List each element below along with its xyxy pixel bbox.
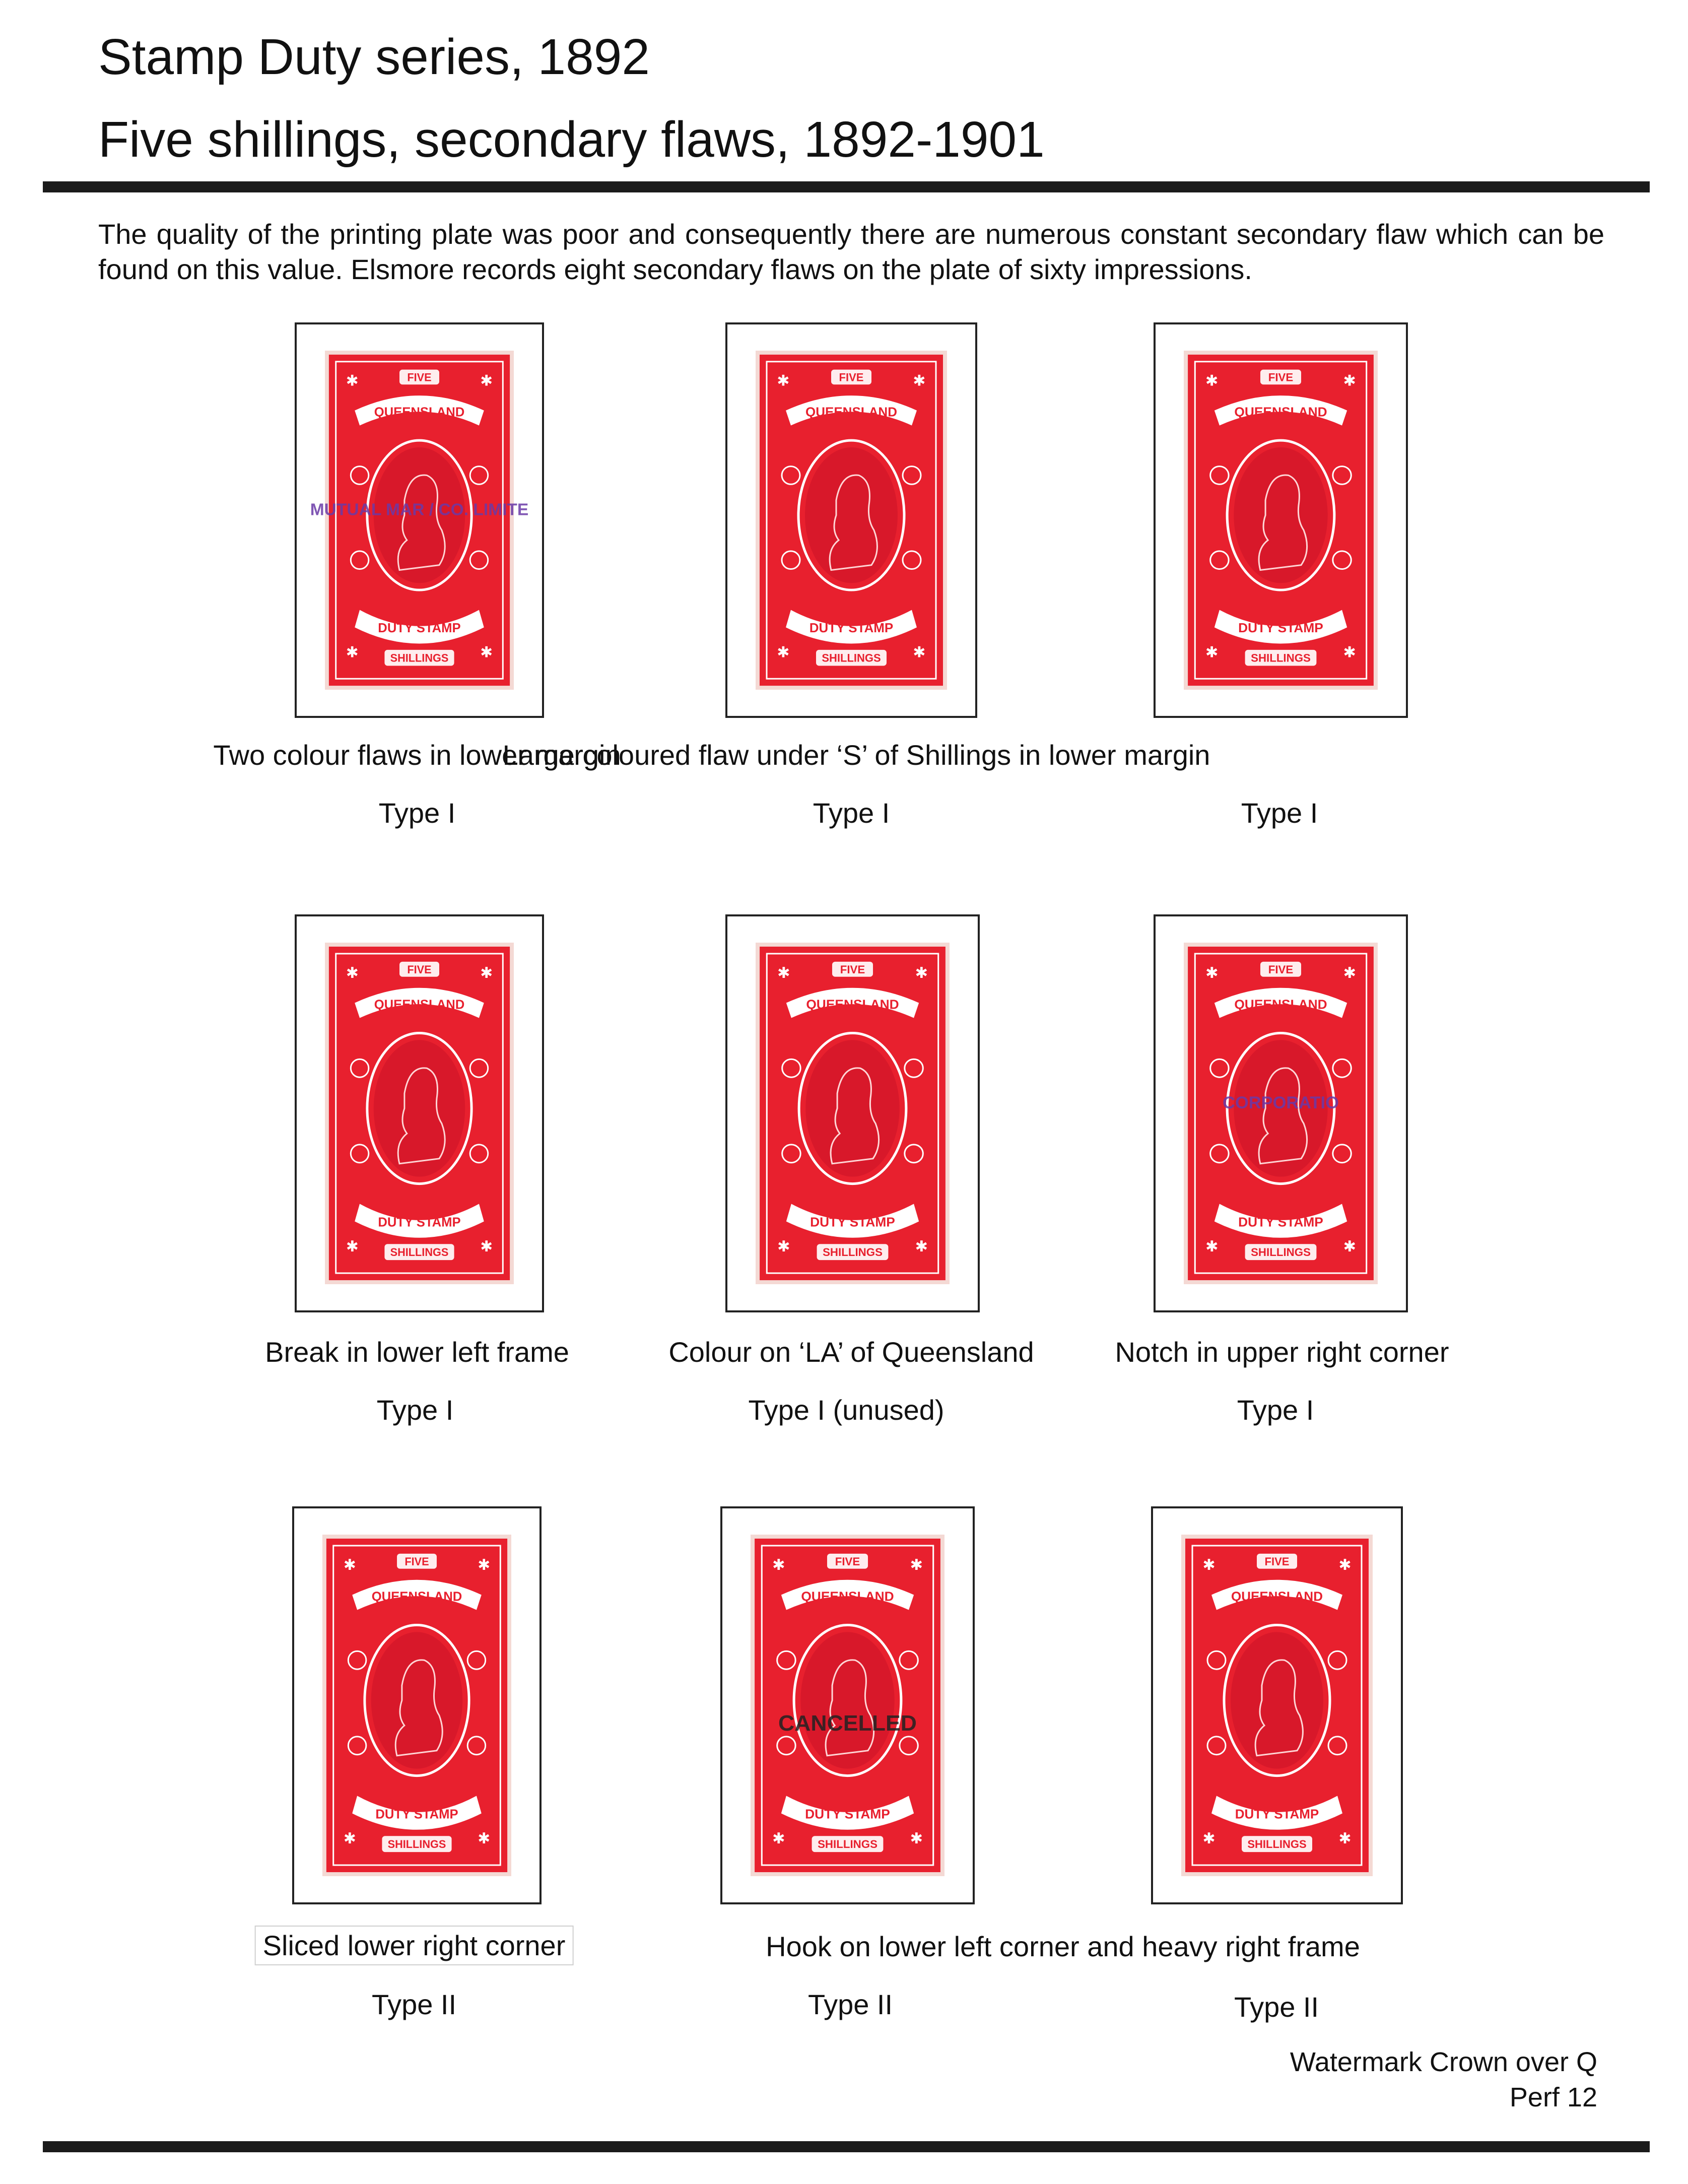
caption-4: Break in lower left frame [265,1336,569,1368]
type-1: Type I [378,797,456,829]
stamp-image [756,943,950,1284]
corner-star: ✱ [910,1830,923,1847]
portrait-field [1231,1632,1323,1768]
portrait-field [374,1040,465,1176]
stamp-text-bottom: SHILLINGS [1251,651,1311,665]
type-8: Type II [807,1989,893,2020]
type-4: Type I [376,1394,454,1426]
stamp-frame-7 [292,1506,542,1904]
stamp-svg [751,1535,944,1876]
stamp-image [1181,1535,1373,1876]
stamp-text-band: DUTY STAMP [805,1806,890,1822]
type-5: Type I (unused) [748,1394,944,1426]
corner-star: ✱ [1343,644,1357,661]
type-9: Type II [1234,1991,1319,2023]
cancellation-overprint: CORPORATIO [1223,1093,1339,1112]
stamp-frame-2 [725,322,977,718]
stamp-text-top: FIVE [840,963,865,976]
type-2: Type I [813,797,890,829]
stamp-svg [756,943,950,1284]
corner-star: ✱ [1205,372,1219,389]
portrait-field [1234,447,1327,583]
corner-star: ✱ [1205,1238,1219,1255]
stamp-svg [1184,943,1378,1284]
stamp-frame-4 [295,914,544,1312]
corner-star: ✱ [480,964,493,981]
stamp-frame-1 [295,322,544,718]
corner-star: ✱ [1205,644,1219,661]
stamp-text-bottom: SHILLINGS [822,651,881,665]
stamp-text-band: DUTY STAMP [810,1214,895,1230]
corner-star: ✱ [478,1830,491,1847]
corner-star: ✱ [1205,965,1219,981]
stamp-text-name: QUEENSLAND [805,405,897,420]
corner-star: ✱ [343,1830,356,1847]
stamp-text-name: QUEENSLAND [1234,997,1327,1012]
corner-star: ✱ [480,1238,493,1255]
corner-star: ✱ [777,1238,790,1255]
corner-star: ✱ [910,1557,923,1573]
stamp-svg [322,1535,511,1876]
perf-note: Perf 12 [1509,2082,1597,2112]
caption-2: Large coloured flaw under ‘S’ of Shillings in lower margin [502,739,1210,771]
stamp-text-top: FIVE [1268,371,1294,384]
corner-star: ✱ [346,964,359,981]
stamp-image [1184,943,1378,1284]
stamp-frame-8 [720,1506,975,1904]
portrait-field [805,447,898,583]
corner-star: ✱ [480,644,493,661]
stamp-text-top: FIVE [407,963,432,976]
watermark-note: Watermark Crown over Q [1290,2047,1597,2077]
stamp-text-name: QUEENSLAND [374,405,465,420]
corner-star: ✱ [1338,1830,1352,1847]
caption-8: Hook on lower left corner and heavy right frame [766,1931,1360,1962]
stamp-text-band: DUTY STAMP [1235,1806,1319,1822]
top-rule [43,181,1650,192]
stamp-frame-3 [1154,322,1408,718]
stamp-text-name: QUEENSLAND [374,998,465,1012]
bottom-rule [43,2141,1650,2152]
corner-star: ✱ [772,1830,785,1847]
corner-star: ✱ [913,644,926,661]
corner-star: ✱ [915,965,928,981]
stamp-text-bottom: SHILLINGS [390,1246,449,1259]
corner-star: ✱ [343,1556,356,1573]
stamp-text-top: FIVE [1264,1555,1290,1568]
stamp-text-bottom: SHILLINGS [823,1246,883,1259]
corner-star: ✱ [913,372,926,389]
stamp-text-band: DUTY STAMP [375,1807,458,1822]
caption-1: Two colour flaws in lower margin [213,739,621,771]
stamp-text-name: QUEENSLAND [371,1590,462,1604]
cancellation-overprint: MUTUAL MAR / CO. LIMITE [310,500,529,519]
type-7: Type II [371,1989,457,2020]
corner-star: ✱ [1202,1830,1216,1847]
corner-star: ✱ [478,1556,491,1573]
stamp-text-name: QUEENSLAND [801,1589,894,1604]
stamp-text-top: FIVE [407,371,432,384]
portrait-field [800,1632,894,1768]
stamp-frame-6 [1154,914,1408,1312]
corner-star: ✱ [1343,372,1357,389]
page-title: Stamp Duty series, 1892 [98,29,650,85]
corner-star: ✱ [480,372,493,389]
corner-star: ✱ [1343,965,1357,981]
stamp-frame-9 [1151,1506,1403,1904]
portrait-field [371,1632,463,1768]
corner-star: ✱ [1202,1556,1216,1573]
stamp-image [1184,351,1378,690]
type-6: Type I [1237,1394,1314,1426]
intro-paragraph: The quality of the printing plate was poor and consequently there are numerous constant secondary flaw which can be found on this value. Elsmore records eight secondary flaws on the plate of sixty impressions. [98,218,1604,285]
stamp-image [751,1535,944,1876]
stamp-text-top: FIVE [839,371,864,384]
corner-star: ✱ [346,1238,359,1255]
corner-star: ✱ [777,965,790,981]
stamp-text-top: FIVE [1268,963,1294,976]
stamp-text-bottom: SHILLINGS [1247,1838,1307,1851]
stamp-image [310,351,529,690]
caption-5: Colour on ‘LA’ of Queensland [668,1336,1034,1368]
stamp-frame-5 [725,914,980,1312]
stamp-text-name: QUEENSLAND [806,997,899,1012]
stamp-text-band: DUTY STAMP [1238,620,1323,636]
corner-star: ✱ [772,1557,785,1573]
corner-star: ✱ [1338,1556,1352,1573]
stamp-text-top: FIVE [404,1555,429,1568]
stamp-text-bottom: SHILLINGS [387,1838,446,1851]
corner-star: ✱ [777,644,790,661]
corner-star: ✱ [346,644,359,661]
type-3: Type I [1241,797,1318,829]
page-subtitle: Five shillings, secondary flaws, 1892-1901 [98,111,1045,168]
stamp-text-bottom: SHILLINGS [818,1838,877,1851]
stamp-text-band: DUTY STAMP [378,1215,461,1230]
stamp-image [756,351,947,690]
stamp-text-name: QUEENSLAND [1234,404,1327,420]
corner-star: ✱ [346,372,359,389]
stamp-svg [325,943,514,1284]
corner-star: ✱ [777,372,790,389]
stamp-text-name: QUEENSLAND [1231,1589,1323,1604]
corner-star: ✱ [915,1238,928,1255]
cancellation-overprint: CANCELLED [778,1711,917,1736]
stamp-text-top: FIVE [835,1555,860,1568]
stamp-image [322,1535,511,1876]
caption-6: Notch in upper right corner [1115,1336,1449,1368]
stamp-text-bottom: SHILLINGS [1251,1246,1311,1259]
portrait-field [805,1040,899,1176]
stamp-svg [756,351,947,690]
stamp-svg [1181,1535,1373,1876]
stamp-text-band: DUTY STAMP [1238,1214,1323,1230]
stamp-svg [1184,351,1378,690]
stamp-image [325,943,514,1284]
stamp-text-band: DUTY STAMP [809,621,894,636]
stamp-text-bottom: SHILLINGS [390,651,449,665]
corner-star: ✱ [1343,1238,1357,1255]
caption-7: Sliced lower right corner [255,1926,574,1965]
stamp-svg [310,351,529,690]
stamp-text-band: DUTY STAMP [378,621,461,636]
